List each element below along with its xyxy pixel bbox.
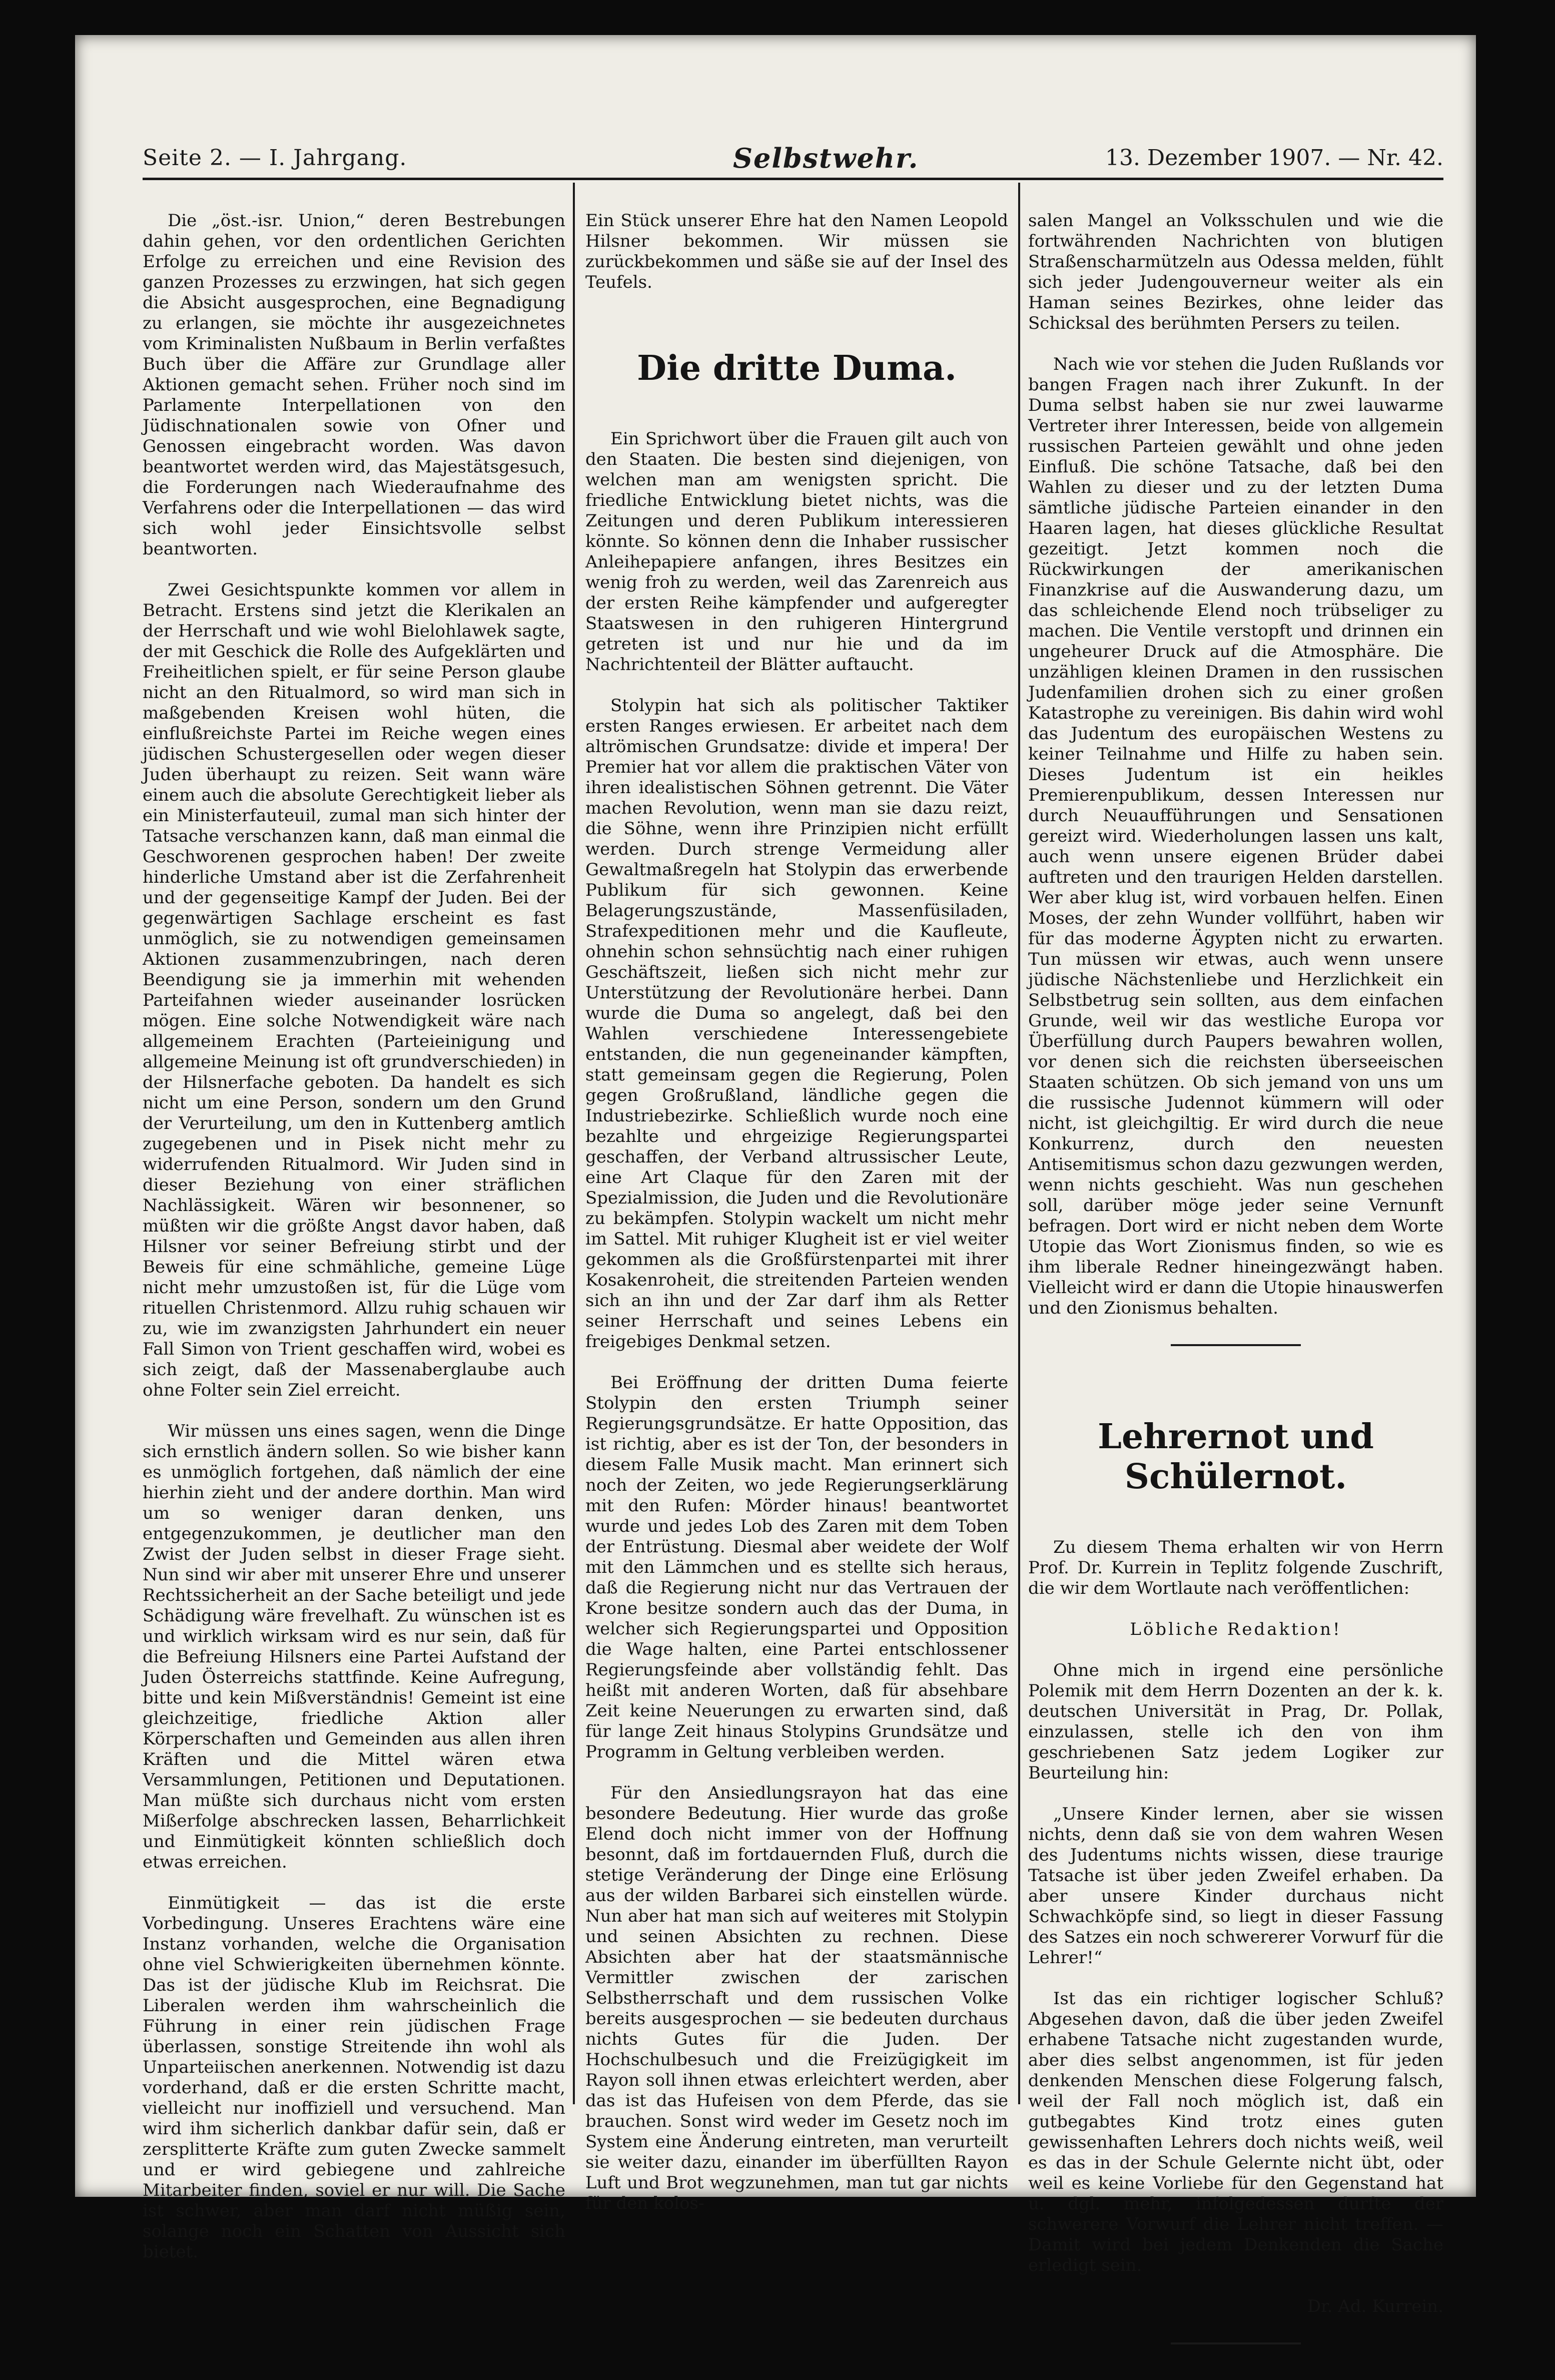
- article-paragraph: Stolypin hat sich als politischer Taktiker ersten Ranges erwiesen. Er arbeitet nach dem altrömischen Grundsatze: divide et impera! Der Premier hat vor allem die praktischen Väter von ihren idealistischen Söhnen getrennt. Die Väter machen Revolution, wenn man sie dazu reizt, die Söhne, wenn ihre Prinzipien nicht erfüllt werden. Durch strenge Vermeidung aller Gewaltmaßregeln hat Stolypin das erwerbende Publikum für sich gewonnen. Keine Belagerungszustände, Massenfüsiladen, Strafexpeditionen mehr und die Kaufleute, ohnehin schon sehnsüchtig nach einer ruhigen Geschäftszeit, ließen sich nicht mehr zur Unterstützung der Revolutionäre herbei. Dann wurde die Duma so angelegt, daß bei den Wahlen verschiedene Interessengebiete entstanden, die nun gegeneinander kämpften, statt gemeinsam gegen die Regierung, Polen gegen Großrußland, ländliche gegen die Industriebezirke. Schließlich wurde noch eine bezahlte und ehrgeizige Regierungspartei geschaffen, der Verband altrussischer Leute, eine Art Claque für den Zaren mit der Spezialmission, die Juden und die Revolutionäre zu bekämpfen. Stolypin wackelt um nicht mehr im Sattel. Mit ruhiger Klugheit ist er viel weiter gekommen als die Großfürstenpartei mit ihrer Kosakenroheit, die streitenden Parteien wenden sich an ihn und der Zar darf ihm als Retter seiner Herrschaft und seines Lebens ein freigebiges Denkmal setzen.: [585, 696, 1008, 1352]
- article-quote: „Unsere Kinder lernen, aber sie wissen nichts, denn daß sie von dem wahren Wesen des Judentums nichts wissen, diese traurige Tatsache ist über jeden Zweifel erhaben. Da aber unsere Kinder durchaus nicht Schwachköpfe sind, so liegt in dieser Fassung des Satzes ein noch schwererer Vorwurf für die Lehrer!“: [1028, 1804, 1443, 1968]
- column-divider-1: [573, 183, 575, 2104]
- article-paragraph: Zu diesem Thema erhalten wir von Herrn Prof. Dr. Kurrein in Teplitz folgende Zuschrift, die wir dem Wortlaute nach veröffentlichen:: [1028, 1537, 1443, 1598]
- masthead: [143, 142, 1443, 180]
- column-2: [585, 190, 1008, 2213]
- article-paragraph: Nach wie vor stehen die Juden Rußlands vor bangen Fragen nach ihrer Zukunft. In der Duma selbst haben sie nur zwei lauwarme Vertreter ihrer Interessen, beide von allgemein russischen Parteien gewählt und ohne jeden Einfluß. Die schöne Tatsache, daß bei den Wahlen zu dieser und zu der letzten Duma sämtliche jüdische Parteien einander in den Haaren lagen, hat dieses glückliche Resultat gezeitigt. Jetzt kommen noch die Rückwirkungen der amerikanischen Finanzkrise auf die Auswanderung dazu, um das schleichende Elend noch trübseliger zu machen. Die Ventile verstopft und drinnen ein ungeheurer Druck auf die Atmosphäre. Die unzähligen kleinen Dramen in den russischen Judenfamilien drohen sich zu einer großen Katastrophe zu vereinigen. Bis dahin wird wohl das Judentum des europäischen Westens zu keiner Teilnahme und Hilfe zu haben sein. Dieses Judentum ist ein heikles Premierenpublikum, dessen Interessen nur durch Neuaufführungen und Sensationen gereizt wird. Wiederholungen lassen uns kalt, auch wenn unsere eigenen Brüder dabei auftreten und den traurigen Helden darstellen. Wer aber klug ist, wird vorbauen helfen. Einen Moses, der zehn Wunder vollführt, haben wir für das moderne Ägypten nicht zu erwarten. Tun müssen wir etwas, auch wenn unsere jüdische Nächstenliebe und Herzlichkeit ein Selbstbetrug sein sollten, aus dem einfachen Grunde, weil wir das westliche Europa vor Überfüllung durch Paupers bewahren wollen, vor denen sich die reichsten überseeischen Staaten schützen. Ob sich jemand von uns um die russische Judennot kümmern will oder nicht, ist gleichgiltig. Er wird durch die neue Konkurrenz, durch den neuesten Antisemitismus schon dazu gezwungen werden, wenn nichts geschieht. Was nun geschehen soll, darüber möge jeder seine Vernunft befragen. Dort wird er nicht neben dem Worte Utopie das Wort Zionismus finden, so wie es ihm liberale Redner hineingezwängt haben. Vielleicht wird er dann die Utopie hinauswerfen und den Zionismus behalten.: [1028, 354, 1444, 1318]
- column-1: [143, 190, 565, 2262]
- article-paragraph: Wir müssen uns eines sagen, wenn die Dinge sich ernstlich ändern sollen. So wie bisher kann es unmöglich fortgehen, daß nämlich der eine hierhin zieht und der andere dorthin. Man wird um so weniger daran denken, uns entgegenzukommen, je deutlicher man den Zwist der Juden selbst in dieser Frage sieht. Nun sind wir aber mit unserer Ehre und unserer Rechtssicherheit an der Sache beteiligt und jede Schädigung wäre frevelhaft. Zu wünschen ist es und wirklich wirksam wird es nur sein, daß für die Befreiung Hilsners eine Partei Aufstand der Juden Österreichs stattfinde. Keine Aufregung, bitte und kein Mißverständnis! Gemeint ist eine gleichzeitige, friedliche Aktion aller Körperschaften und Gemeinden aus allen ihren Kräften und die Mittel wären etwa Versammlungen, Petitionen und Deputationen. Man müßte sich durchaus nicht vom ersten Mißerfolge abschrecken lassen, Beharrlichkeit und Einmütigkeit könnten schließlich doch etwas erreichen.: [143, 1421, 565, 1872]
- newspaper-title: Selbstwehr.: [733, 142, 919, 174]
- article-paragraph: salen Mangel an Volksschulen und wie die fortwährenden Nachrichten von blutigen Straßenscharmützeln aus Odessa melden, fühlt sich jeder Judengouverneur weiter als ein Haman seines Bezirkes, ohne leider das Schicksal des berühmten Persers zu teilen.: [1028, 211, 1443, 333]
- article-paragraph: Ein Sprichwort über die Frauen gilt auch von den Staaten. Die besten sind diejenigen, von welchen man am wenigsten spricht. Die friedliche Entwicklung bietet nichts, was die Zeitungen und deren Publikum interessieren könnte. So können denn die Inhaber russischer Anleihepapiere anfangen, ihres Besitzes ein wenig froh zu werden, weil das Zarenreich aus der ersten Reihe kämpfender und aufgeregter Staatswesen in den ruhigeren Hintergrund getreten ist und nur hie und da im Nachrichtenteil der Blätter auftaucht.: [585, 429, 1008, 675]
- article-headline-lehrernot: Lehrernot und Schülernot.: [1098, 1417, 1374, 1497]
- article-paragraph: Einmütigkeit — das ist die erste Vorbedingung. Unseres Erachtens wäre eine Instanz vorhanden, welche die Organisation ohne viel Schwierigkeiten übernehmen könnte. Das ist der jüdische Klub im Reichsrat. Die Liberalen werden ihm wahrscheinlich die Führung in einer rein jüdischen Frage überlassen, sonstige Streitende ihn wohl als Unparteiischen anerkennen. Notwendig ist dazu vorderhand, daß er die ersten Schritte macht, vielleicht nur inoffiziell und versuchend. Man wird ihm sicherlich dankbar dafür sein, daß er zersplitterte Kräfte zum guten Zwecke sammelt und er wird gebiegene und zahlreiche Mitarbeiter finden, soviel er nur will. Die Sache ist schwer, aber man darf nicht müßig sein, solange noch ein Schatten von Aussicht sich bietet.: [143, 1893, 565, 2262]
- article-headline-duma: Die dritte Duma.: [637, 348, 957, 388]
- page-info: Seite 2. — I. Jahrgang.: [143, 145, 407, 171]
- signature: Dr. Ad. Kurrein.: [1307, 2296, 1443, 2316]
- article-paragraph: Ohne mich in irgend eine persönliche Polemik mit dem Herrn Dozenten an der k. k. deutschen Universität in Prag, Dr. Pollak, einzulassen, stelle ich den von ihm geschriebenen Satz jedem Logiker zur Beurteilung hin:: [1028, 1660, 1443, 1783]
- column-divider-2: [1018, 183, 1020, 2104]
- section-divider: [1171, 1344, 1301, 1346]
- article-paragraph: Zwei Gesichtspunkte kommen vor allem in Betracht. Erstens sind jetzt die Klerikalen an der Herrschaft und wie wohl Bielohlawek sagte, der mit Geschick die Rolle des Aufgeklärten und Freiheitlichen spielt, er für seine Person glaube nicht an den Ritualmord, so wird man sich in maßgebenden Kreisen wohl hüten, die einflußreichste Partei im Reiche wegen eines jüdischen Schustergesellen oder wegen dieser Juden überhaupt zu reizen. Seit wann wäre einem auch die absolute Gerechtigkeit lieber als ein Ministerfauteuil, zumal man sich hinter der Tatsache verschanzen kann, daß man einmal die Geschworenen gesprochen haben! Der zweite hinderliche Umstand aber ist die Zerfahrenheit und der gegenseitige Kampf der Juden. Bei der gegenwärtigen Sachlage erscheint es fast unmöglich, sie zu notwendigen gemeinsamen Aktionen zusammenzubringen, nach deren Beendigung sie ja immerhin mit wehenden Parteifahnen wieder auseinander losrücken mögen. Eine solche Notwendigkeit wäre nach allgemeinem Erachten (Parteieinigung und allgemeine Meinung ist oft grundverschieden) in der Hilsnerfache geboten. Da handelt es sich nicht um eine Person, sondern um den Grund der Verurteilung, um den in Kuttenberg amtlich zugegebenen und in Pisek nicht mehr zu widerrufenden Ritualmord. Wir Juden sind in dieser Beziehung von einer sträflichen Nachlässigkeit. Wären wir besonnener, so müßten wir die größte Angst davor haben, daß Hilsner vor seiner Befreiung stirbt und der Beweis für eine schmähliche, gemeine Lüge nicht mehr umzustoßen ist, für die Lüge vom rituellen Christenmord. Allzu ruhig schauen wir zu, wie im zwanzigsten Jahrhundert ein neuer Fall Simon von Trient geschaffen wird, wobei es sich zeigt, daß der Massenaberglaube auch ohne Folter sein Ziel erreicht.: [143, 580, 565, 1400]
- column-3: [1028, 190, 1444, 2316]
- article-paragraph: Die „öst.-isr. Union,“ deren Bestrebungen dahin gehen, vor den ordentlichen Gerichten Erfolge zu erreichen und eine Revision des ganzen Prozesses zu erzwingen, hat sich gegen die Absicht ausgesprochen, eine Begnadigung zu erlangen, sie möchte ihr ausgezeichnetes vom Kriminalisten Nußbaum in Berlin verfaßtes Buch über die Affäre zur Grundlage aller Aktionen gemacht sehen. Früher noch sind im Parlamente Interpellationen von den Jüdischnationalen sowie von Ofner und Genossen eingebracht worden. Was davon beantwortet werden wird, das Majestätsgesuch, die Forderungen nach Wiederaufnahme des Verfahrens oder die Interpellationen — das wird sich wohl jeder Einsichtsvolle selbst beantworten.: [143, 211, 565, 559]
- article-paragraph: Für den Ansiedlungsrayon hat das eine besondere Bedeutung. Hier wurde das große Elend doch nicht immer von der Hoffnung besonnt, daß im fortdauernden Fluß, durch die stetige Veränderung der Dinge eine Erlösung aus der wilden Barbarei sich einstellen würde. Nun aber hat man sich auf weiteres mit Stolypin und seinen Absichten zu rechnen. Diese Absichten aber hat der staatsmännische Vermittler zwischen der zarischen Selbstherrschaft und dem russischen Volke bereits ausgesprochen — sie bedeuten durchaus nichts Gutes für die Juden. Der Hochschulbesuch und die Freizügigkeit im Rayon soll ihnen etwas erleichtert werden, aber das ist das Hufeisen von dem Pferde, das sie brauchen. Sonst wird weder im Gesetz noch im System eine Änderung eintreten, man verurteilt sie weiter dazu, einander im überfüllten Rayon Luft und Brot wegzunehmen, man tut gar nichts für den kolos-: [585, 1783, 1008, 2213]
- header-rule: [143, 178, 1443, 180]
- end-divider: [1171, 2342, 1301, 2344]
- article-paragraph: Bei Eröffnung der dritten Duma feierte Stolypin den ersten Triumph seiner Regierungsgrundsätze. Er hatte Opposition, das ist richtig, aber es ist der Ton, der besonders in diesem Falle Musik macht. Man erinnert sich noch der Zeiten, wo jede Regierungserklärung mit den Rufen: Mörder hinaus! beantwortet wurde und jedes Lob des Zaren mit dem Toben der Entrüstung. Diesmal aber weidete der Wolf mit den Lämmchen und es stellte sich heraus, daß die Regierung nicht nur das Vertrauen der Krone besitze sondern auch das der Duma, in welcher sich Regierungspartei und Opposition die Wage halten, eine Partei entschlossener Regierungsfeinde aber vollständig fehlt. Das heißt mit anderen Worten, daß für absehbare Zeit keine Neuerungen zu erwarten sind, daß für lange Zeit hinaus Stolypins Grundsätze und Programm in Geltung verbleiben werden.: [585, 1373, 1008, 1762]
- article-paragraph: Ein Stück unserer Ehre hat den Namen Leopold Hilsner bekommen. Wir müssen sie zurückbekommen und säße sie auf der Insel des Teufels.: [585, 211, 1008, 292]
- issue-date: 13. Dezember 1907. — Nr. 42.: [1105, 145, 1443, 171]
- letter-salutation: Löbliche Redaktion!: [1130, 1619, 1342, 1639]
- article-paragraph: Ist das ein richtiger logischer Schluß? Abgesehen davon, daß die über jeden Zweifel erhabene Tatsache nicht zugestanden wurde, aber dies selbst angenommen, ist für jeden denkenden Menschen diese Folgerung falsch, weil der Fall noch möglich ist, daß ein gutbegabtes Kind trotz eines guten gewissenhaften Lehrers doch nichts weiß, weil es das in der Schule Gelernte nicht übt, oder weil es keine Vorliebe für den Gegenstand hat u. dgl. mehr, infolgedessen durfte der schwerere Vorwurf die Lehrer nicht treffen. — Damit wird bei jedem Denkenden die Sache erledigt sein.: [1028, 1989, 1443, 2275]
